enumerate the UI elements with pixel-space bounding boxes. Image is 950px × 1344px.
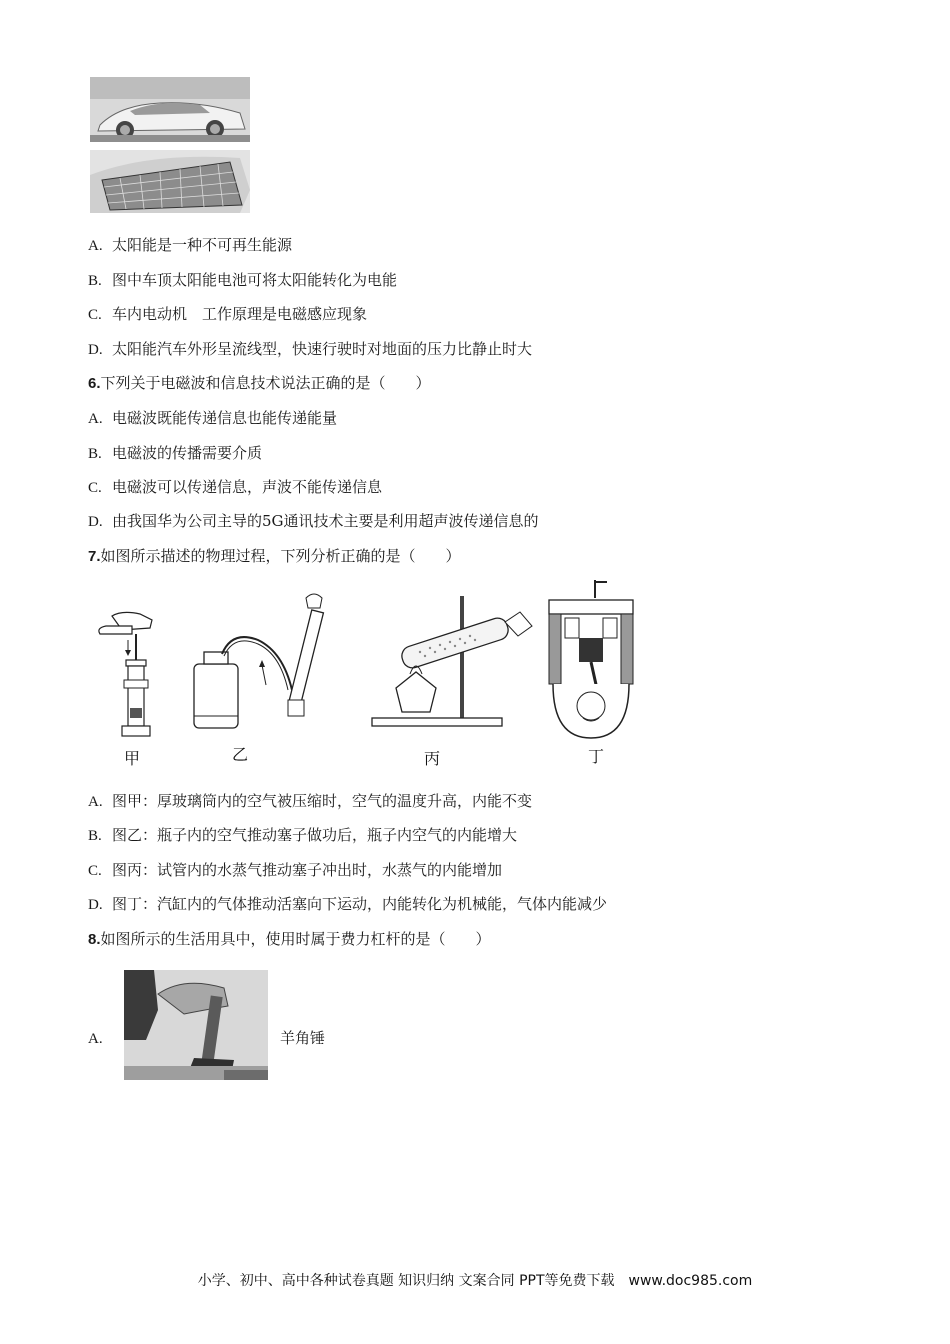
option-text: 太阳能汽车外形呈流线型，快速行驶时对地面的压力比静止时大 [112,340,533,358]
figure-yi-bottle-pump [188,590,338,740]
q6-option-b[interactable] [88,443,262,464]
solar-roof-panel-photo [90,150,250,213]
option-text: 图丙：试管内的水蒸气推动塞子冲出时，水蒸气的内能增加 [112,861,503,879]
option-text: 图丁：汽缸内的气体推动活塞向下运动，内能转化为机械能，气体内能减少 [112,895,608,913]
question-number: 6. [88,375,101,392]
q8-stem [88,929,491,950]
figure-label-jia: 甲 [124,749,141,768]
option-text: 车内电动机 工作原理是电磁感应现象 [112,305,368,323]
option-letter: A. [88,411,103,427]
option-letter: A. [88,238,103,254]
q7-stem [88,546,461,567]
figure-label-ding: 丁 [588,747,605,766]
option-letter: A. [88,1031,103,1047]
q5-option-c[interactable] [88,304,367,325]
option-letter: C. [88,480,102,496]
q6-option-c[interactable] [88,477,382,498]
q5-option-d[interactable] [88,339,532,360]
option-text: 图乙：瓶子内的空气推动塞子做功后，瓶子内空气的内能增大 [112,826,518,844]
option-letter: D. [88,514,103,530]
solar-car-photo [90,77,250,142]
figure-label-yi: 乙 [232,745,249,764]
option-text: 电磁波的传播需要介质 [112,444,263,462]
option-letter: A. [88,794,103,810]
q5-option-a[interactable] [88,235,292,256]
page-footer: 小学、初中、高中各种试卷真题 知识归纳 文案合同 PPT等免费下载 www.doc985.com [197,1273,753,1289]
figure-jia-compression-cylinder [92,610,172,750]
figure-label-bing: 丙 [424,749,441,768]
option-text: 图中车顶太阳能电池可将太阳能转化为电能 [112,271,398,289]
question-text: 如图所示描述的物理过程，下列分析正确的是（ ） [100,547,461,565]
option-letter: B. [88,273,102,289]
option-text: 由我国华为公司主导的5G通讯技术主要是利用超声波传递信息的 [112,512,539,530]
q7-option-b[interactable] [88,825,517,846]
q6-option-a[interactable] [88,408,337,429]
q7-option-c[interactable] [88,860,502,881]
question-number: 7. [88,548,101,565]
q8-option-a-letter[interactable] [88,1028,112,1049]
q6-option-d[interactable] [88,511,539,532]
option-text: 图甲：厚玻璃筒内的空气被压缩时，空气的温度升高，内能不变 [112,792,533,810]
claw-hammer-photo [124,970,268,1080]
option-text: 电磁波既能传递信息也能传递能量 [112,409,338,427]
question-number: 8. [88,931,101,948]
question-text: 如图所示的生活用具中，使用时属于费力杠杆的是（ ） [100,930,491,948]
option-letter: D. [88,342,103,358]
option-letter: C. [88,863,102,879]
option-text: 电磁波可以传递信息，声波不能传递信息 [112,478,383,496]
option-letter: C. [88,307,102,323]
option-letter: B. [88,828,102,844]
option-text: 太阳能是一种不可再生能源 [112,236,293,254]
q7-option-a[interactable] [88,791,532,812]
question-text: 下列关于电磁波和信息技术说法正确的是（ ） [100,374,431,392]
option-letter: B. [88,446,102,462]
figure-ding-engine-cylinder [543,578,638,743]
q5-option-b[interactable] [88,270,397,291]
q8-option-a-text: 羊角锤 [280,1029,326,1047]
q7-option-d[interactable] [88,894,607,915]
q6-stem [88,373,431,394]
figure-bing-test-tube-burner [360,592,535,742]
option-letter: D. [88,897,103,913]
